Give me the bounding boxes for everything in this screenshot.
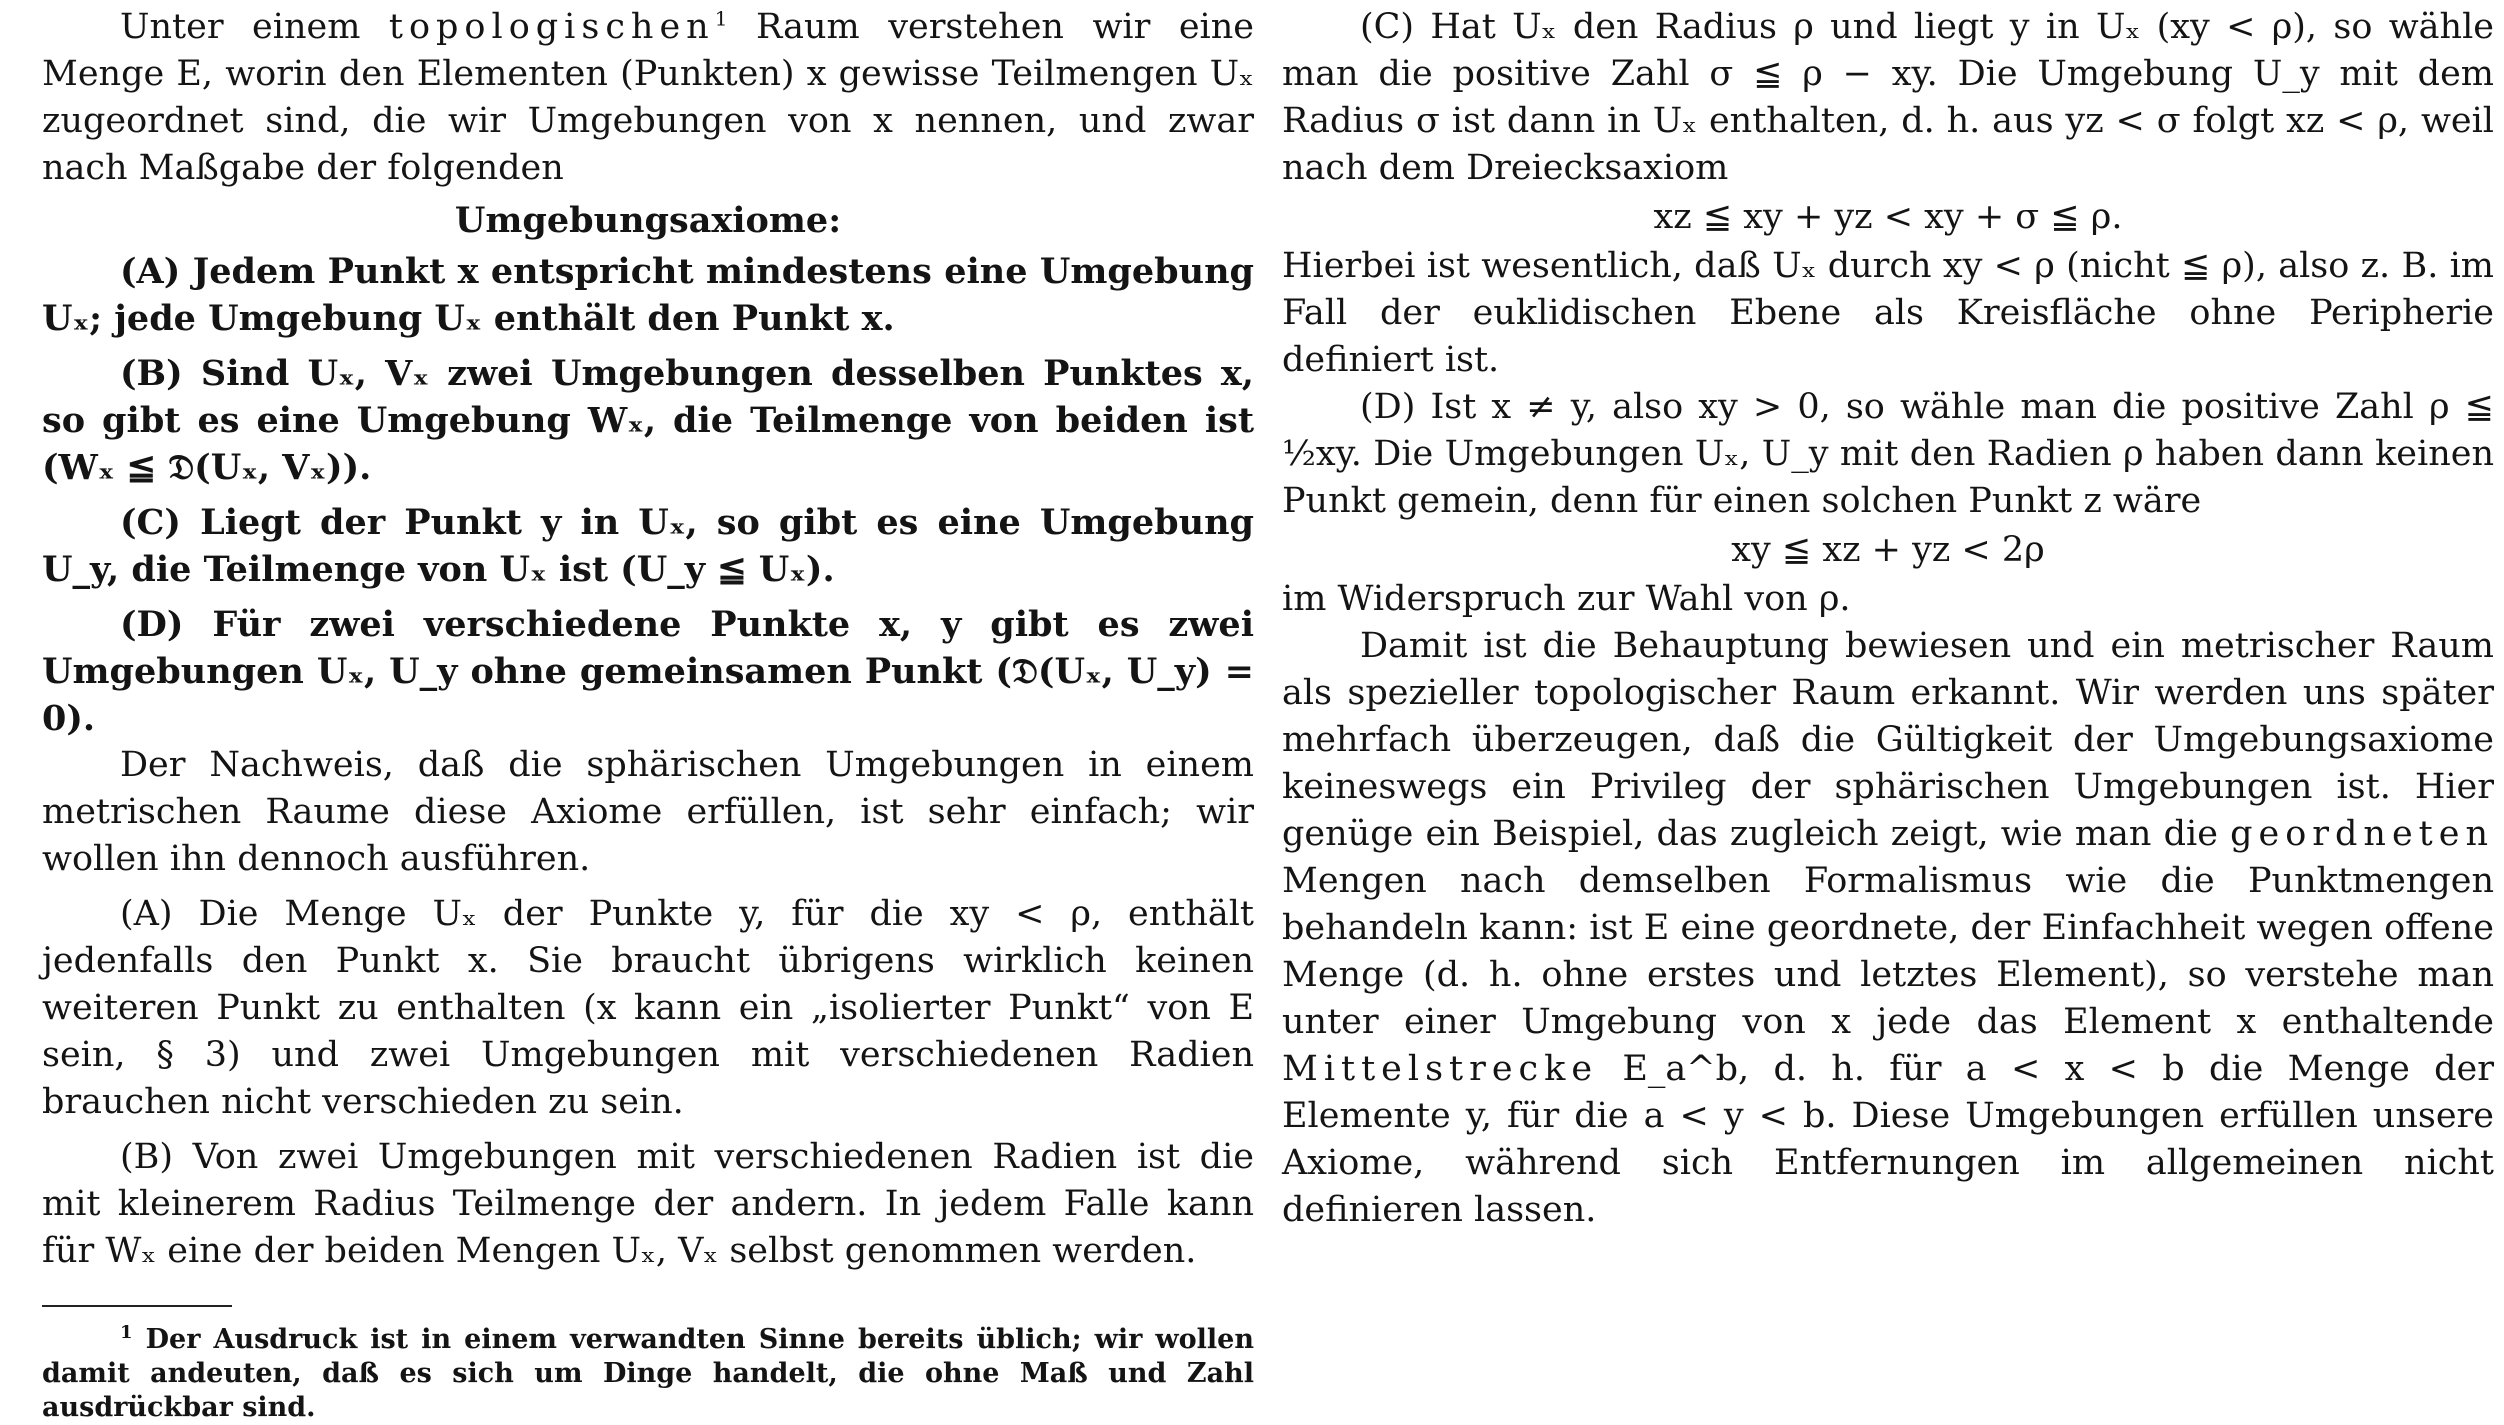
right-column [1282, 4, 2494, 1234]
emphasized-term: topologischen [388, 7, 715, 47]
emphasized-term: geordneten [2230, 814, 2494, 854]
triangle-formula: xz ≦ xy + yz < xy + σ ≦ ρ. [1653, 197, 2123, 237]
damit-paragraph: Damit ist die Behauptung bewiesen und ein metrischer Raum als spezieller topologischer Raum erkannt. Wir werden uns später mehrfach überzeugen, daß die Gültigkeit der Umgebungsaxiome keineswegs ein Privileg der sphärischen Umgebungen ist. Hier genüge ein Beispiel, das zugleich zeigt, wie man die geordneten Mengen nach demselben Formalismus wie die Punktmengen behandeln kann: ist E eine geordnete, der Einfachheit wegen offene Menge (d. h. ohne erstes und letztes Element), so verstehe man unter einer Umgebung von x jede das Element x enthaltende Mittelstrecke E_a^b, d. h. für a < x < b die Menge der Elemente y, für die a < y < b. Diese Umgebungen erfüllen unsere Axiome, während sich Entfernungen im allgemeinen nicht definieren lassen. [1282, 626, 2494, 1230]
nachweis-paragraph: Der Nachweis, daß die sphärischen Umgebungen in einem metrischen Raume diese Axiome erfüllen, ist sehr einfach; wir wollen ihn dennoch ausführen. [42, 745, 1254, 879]
intro-paragraph: Unter einem topologischen$^1$ Raum verstehen wir eine Menge E, worin den Elementen (Punkten) x gewisse Teilmengen Uₓ zugeordnet sind, die wir Umgebungen von x nennen, und zwar nach Maßgabe der folgenden [42, 6, 1254, 188]
widerspruch-line: im Widerspruch zur Wahl von ρ. [1282, 579, 1851, 619]
footnote-marker: 1 [714, 6, 728, 31]
axiom-b: (B) Sind Uₓ, Vₓ zwei Umgebungen desselben Punktes x, so gibt es eine Umgebung Wₓ, die Teilmenge von beiden ist (Wₓ ≦ 𝔇(Uₓ, Vₓ)). [42, 353, 1254, 488]
left-column [42, 4, 1254, 1425]
footnote: $^1$ Der Ausdruck ist in einem verwandten Sinne bereits üblich; wir wollen damit andeuten, daß es sich um Dinge handelt, die ohne Maß und Zahl ausdrückbar sind. [42, 1322, 1254, 1423]
hierbei-paragraph: Hierbei ist wesentlich, daß Uₓ durch xy < ρ (nicht ≦ ρ), also z. B. im Fall der euklidischen Ebene als Kreisfläche ohne Peripherie definiert ist. [1282, 246, 2494, 380]
proof-d-paragraph: (D) Ist x ≠ y, also xy > 0, so wähle man die positive Zahl ρ ≦ ½xy. Die Umgebungen Uₓ, U_y mit den Radien ρ haben dann keinen Punkt gemein, denn für einen solchen Punkt z wäre [1282, 387, 2494, 521]
emphasized-term: Mittelstrecke [1282, 1049, 1599, 1089]
proof-b-paragraph: (B) Von zwei Umgebungen mit verschiedenen Radien ist die mit kleinerem Radius Teilmenge der andern. In jedem Falle kann für Wₓ eine der beiden Mengen Uₓ, Vₓ selbst genommen werden. [42, 1137, 1254, 1271]
axioms-heading: Umgebungsaxiome: [454, 200, 842, 241]
proof-c-paragraph: (C) Hat Uₓ den Radius ρ und liegt y in Uₓ (xy < ρ), so wähle man die positive Zahl σ ≦ ρ − xy. Die Umgebung U_y mit dem Radius σ ist dann in Uₓ enthalten, d. h. aus yz < σ folgt xz < ρ, weil nach dem Dreiecksaxiom [1282, 7, 2494, 188]
axiom-a: (A) Jedem Punkt x entspricht mindestens eine Umgebung Uₓ; jede Umgebung Uₓ enthält den Punkt x. [42, 251, 1254, 339]
proof-a-paragraph: (A) Die Menge Uₓ der Punkte y, für die xy < ρ, enthält jedenfalls den Punkt x. Sie braucht übrigens wirklich keinen weiteren Punkt zu enthalten (x kann ein „isolierter Punkt“ von E sein, § 3) und zwei Umgebungen mit verschiedenen Radien brauchen nicht verschieden zu sein. [42, 894, 1254, 1122]
contradiction-formula: xy ≦ xz + yz < 2ρ [1731, 530, 2045, 570]
footnote-rule [42, 1305, 232, 1307]
axiom-d: (D) Für zwei verschiedene Punkte x, y gibt es zwei Umgebungen Uₓ, U_y ohne gemeinsamen Punkt (𝔇(Uₓ, U_y) = 0). [42, 604, 1254, 739]
axiom-c: (C) Liegt der Punkt y in Uₓ, so gibt es eine Umgebung U_y, die Teilmenge von Uₓ ist (U_y ≦ Uₓ). [42, 502, 1254, 590]
